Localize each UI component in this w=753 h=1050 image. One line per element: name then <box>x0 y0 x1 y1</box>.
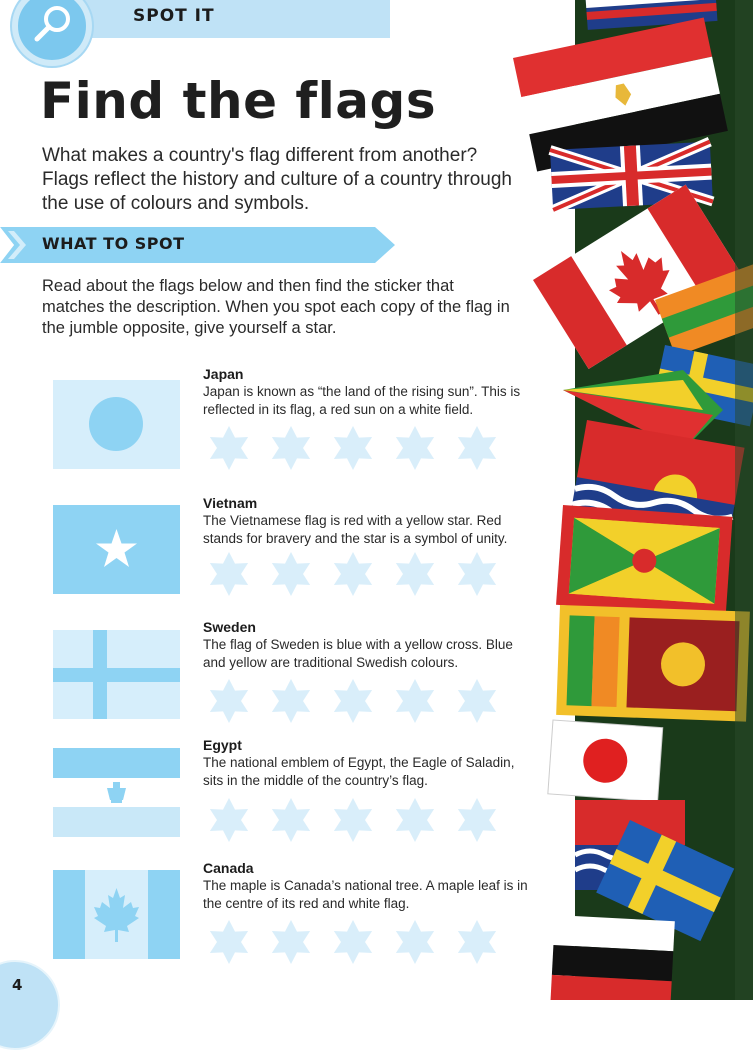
intro-text: What makes a country's flag different from another? Flags reflect the history and culture of a country through the use of colours and symbols. <box>42 145 512 214</box>
entry-title-japan: Japan <box>203 366 244 382</box>
rating-star-icon[interactable] <box>272 798 310 842</box>
rating-star-icon[interactable] <box>396 552 434 596</box>
rating-star-icon[interactable] <box>272 426 310 470</box>
rating-star-icon[interactable] <box>272 920 310 964</box>
star-rating-japan[interactable] <box>203 424 513 474</box>
rating-star-icon[interactable] <box>396 679 434 723</box>
entry-description-egypt: The national emblem of Egypt, the Eagle of Saladin, sits in the middle of the country’s flag. <box>203 755 515 788</box>
entry-title-egypt: Egypt <box>203 737 242 753</box>
rating-star-icon[interactable] <box>334 679 372 723</box>
rating-star-icon[interactable] <box>210 920 248 964</box>
rating-star-icon[interactable] <box>334 426 372 470</box>
rating-star-icon[interactable] <box>334 920 372 964</box>
rating-star-icon[interactable] <box>272 679 310 723</box>
section-banner <box>60 0 390 38</box>
egypt-flag-sticker-outline <box>53 748 180 837</box>
star-rating-canada[interactable] <box>203 918 513 968</box>
sweden-flag-sticker-outline <box>53 630 180 719</box>
section-label: SPOT IT <box>133 6 215 26</box>
rating-star-icon[interactable] <box>396 920 434 964</box>
rating-star-icon[interactable] <box>458 426 496 470</box>
entry-title-canada: Canada <box>203 860 254 876</box>
flag-jumble-illustration <box>505 0 753 1000</box>
rating-star-icon[interactable] <box>458 920 496 964</box>
rating-star-icon[interactable] <box>334 552 372 596</box>
spot-heading: WHAT TO SPOT <box>42 234 185 253</box>
entry-description-sweden: The flag of Sweden is blue with a yellow cross. Blue and yellow are traditional Swedish colours. <box>203 637 513 670</box>
star-rating-sweden[interactable] <box>203 677 513 727</box>
page-number-badge <box>0 960 60 1050</box>
rating-star-icon[interactable] <box>458 552 496 596</box>
entry-title-sweden: Sweden <box>203 619 256 635</box>
star-rating-egypt[interactable] <box>203 796 513 846</box>
star-rating-vietnam[interactable] <box>203 550 513 600</box>
rating-star-icon[interactable] <box>334 798 372 842</box>
entry-title-vietnam: Vietnam <box>203 495 258 511</box>
magnifier-icon <box>30 2 76 48</box>
instructions-text: Read about the flags below and then find the sticker that matches the description. When you spot each copy of the flag in the jumble opposite, give yourself a star. <box>42 277 510 337</box>
rating-star-icon[interactable] <box>458 798 496 842</box>
entry-description-vietnam: The Vietnamese flag is red with a yellow star. Red stands for bravery and the star is a symbol of unity. <box>203 513 508 546</box>
rating-star-icon[interactable] <box>396 426 434 470</box>
japan-flag-sticker-outline <box>53 380 180 469</box>
rating-star-icon[interactable] <box>210 552 248 596</box>
entry-description-canada: The maple is Canada’s national tree. A maple leaf is in the centre of its red and white flag. <box>203 878 528 911</box>
entry-description-japan: Japan is known as “the land of the rising sun”. This is reflected in its flag, a red sun on a white field. <box>203 384 521 417</box>
rating-star-icon[interactable] <box>210 798 248 842</box>
rating-star-icon[interactable] <box>210 679 248 723</box>
vietnam-flag-sticker-outline <box>53 505 180 594</box>
rating-star-icon[interactable] <box>272 552 310 596</box>
canada-flag-sticker-outline <box>53 870 180 959</box>
rating-star-icon[interactable] <box>458 679 496 723</box>
magnifier-badge <box>12 0 92 66</box>
page-number: 4 <box>12 976 23 994</box>
rating-star-icon[interactable] <box>210 426 248 470</box>
page-title: Find the flags <box>40 72 437 130</box>
rating-star-icon[interactable] <box>396 798 434 842</box>
